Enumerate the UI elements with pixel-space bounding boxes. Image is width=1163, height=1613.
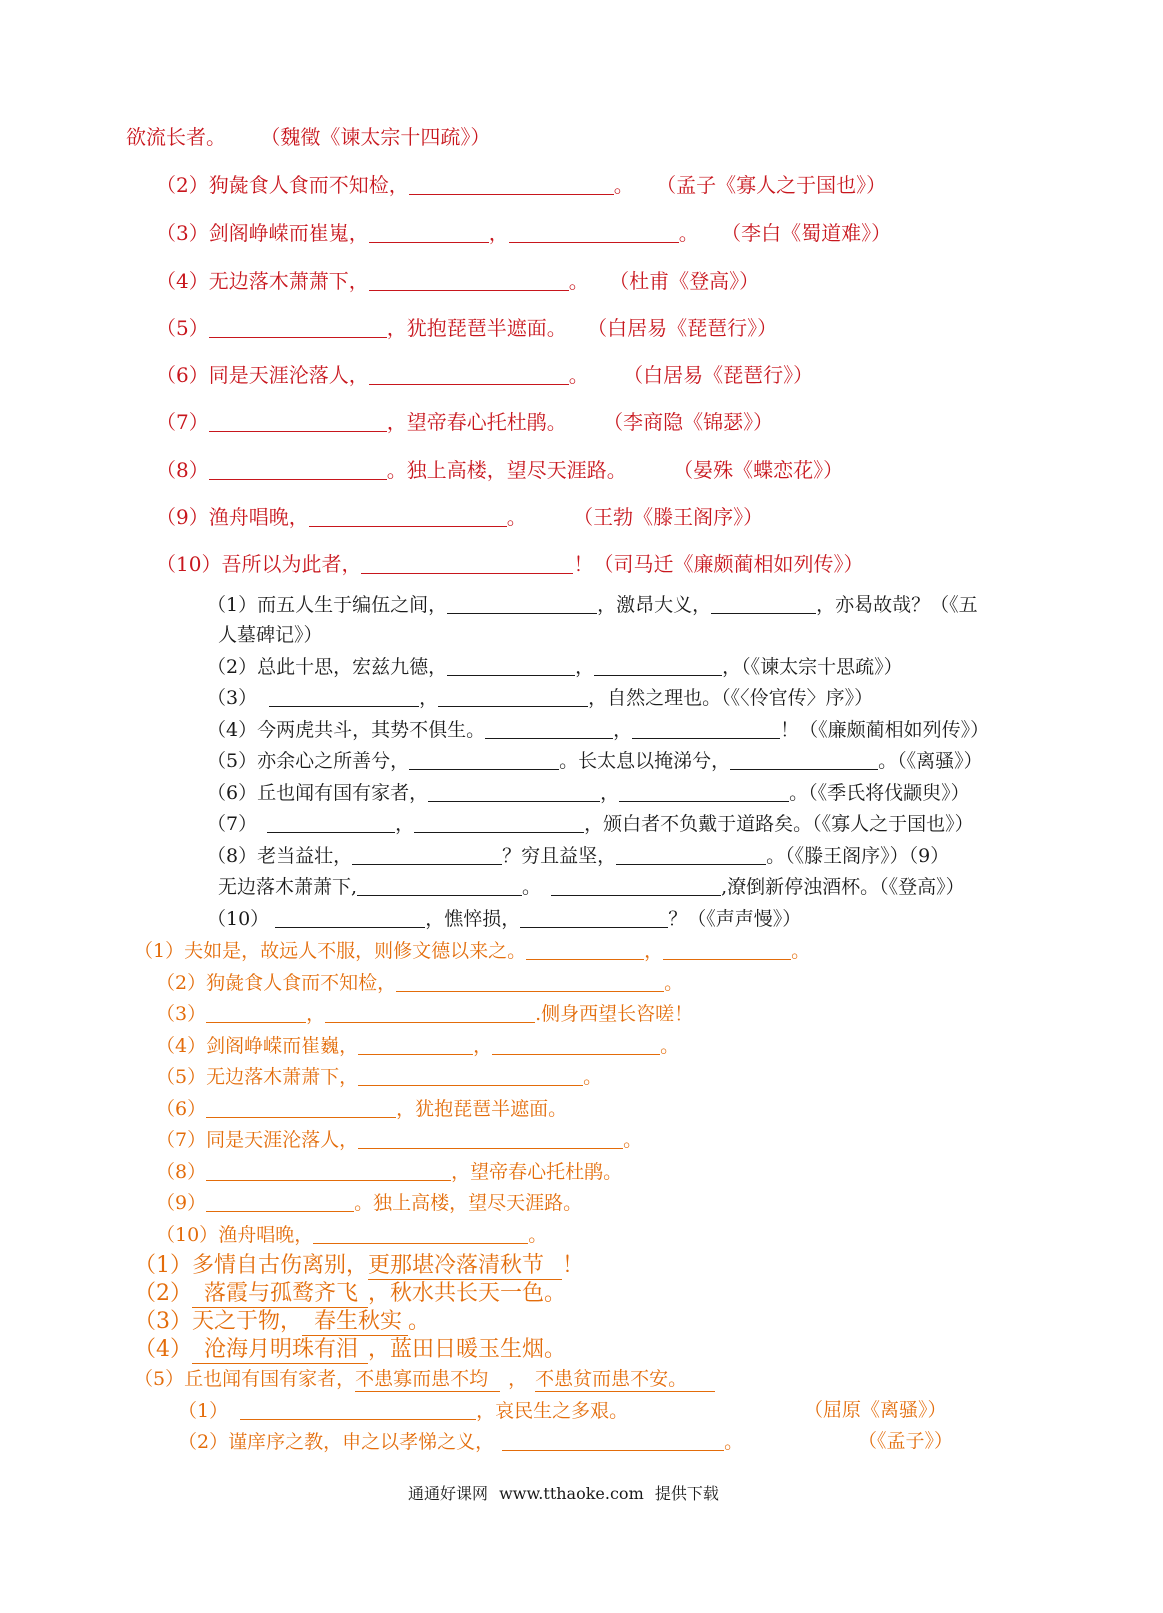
- source-citation: （白居易《琵琶行》）: [587, 316, 778, 340]
- s4-line-6: [178, 1400, 628, 1423]
- line-text: 而五人生于编伍之间，: [257, 594, 448, 616]
- source-citation: （孟子《寡人之于国也》）: [656, 173, 887, 197]
- s4-line-1: [134, 1253, 584, 1278]
- punctuation: 。: [664, 972, 684, 994]
- line-text: 渔舟唱晚，: [218, 1224, 314, 1246]
- answer-blank[interactable]: [309, 507, 507, 527]
- item-number: （3）: [156, 221, 209, 245]
- s3-line-3: [156, 1003, 693, 1026]
- answer-blank[interactable]: [358, 1129, 623, 1149]
- s1-line-2: [156, 174, 886, 197]
- punctuation: 。: [724, 1431, 744, 1453]
- footer-site-name: 通通好课网: [408, 1484, 489, 1503]
- answer-blank[interactable]: [369, 365, 569, 385]
- punctuation: 。: [528, 1224, 548, 1246]
- line-text: 剑阁峥嵘而崔嵬，: [208, 221, 369, 245]
- s3-line-1: [134, 940, 810, 963]
- item-number: （9）: [156, 1192, 207, 1214]
- line-text: 多情自古伤离别，: [192, 1253, 369, 1278]
- answer-blank[interactable]: [447, 656, 575, 676]
- s4-line-4: [134, 1337, 566, 1362]
- punctuation: ！: [573, 552, 594, 576]
- line-text: ，颁白者不负戴于道路矣。（《寡人之于国也》）: [584, 813, 974, 835]
- punctuation: 。: [613, 173, 634, 197]
- answer-blank[interactable]: [275, 908, 425, 928]
- s2-line-10: [207, 908, 801, 931]
- answer-blank[interactable]: [509, 223, 679, 243]
- s4-line-5: [134, 1369, 715, 1391]
- answer-blank[interactable]: [209, 412, 387, 432]
- s3-line-5: [156, 1066, 602, 1089]
- s2-line-2: [207, 656, 903, 679]
- item-number: （6）: [156, 1098, 207, 1120]
- answer-blank[interactable]: [619, 782, 789, 802]
- answer-blank[interactable]: [206, 1098, 396, 1118]
- line-text: ！（《廉颇蔺相如列传》）: [780, 719, 990, 741]
- s1-line-9: [156, 506, 763, 529]
- s2-line-1: [207, 594, 978, 617]
- s1-line-6: [156, 364, 813, 387]
- filled-answer: 沧海月明珠有泪: [192, 1337, 368, 1364]
- item-number: （5）: [156, 1066, 207, 1088]
- punctuation: ，: [306, 1003, 326, 1025]
- line-text: ？（《声声慢》）: [668, 908, 802, 930]
- s1-line-4: [156, 270, 759, 293]
- s4-line-3: [134, 1309, 430, 1334]
- s2-line-1-wrap: 人墓碑记》）: [218, 624, 323, 646]
- line-text: .侧身西望长咨嗟！: [535, 1003, 694, 1025]
- s3-line-8: [156, 1161, 622, 1184]
- item-number: （1）: [178, 1400, 229, 1422]
- s2-line-8: [207, 845, 949, 868]
- punctuation: 。: [660, 1035, 680, 1057]
- answer-blank[interactable]: [267, 813, 395, 833]
- item-number: （7）: [156, 1129, 207, 1151]
- s3-line-6: [156, 1098, 567, 1121]
- item-number: （4）: [156, 1035, 207, 1057]
- s1-line-0: [126, 126, 490, 149]
- s1-line-8: [156, 459, 843, 482]
- line-text: ，蓝田日暖玉生烟。: [368, 1337, 567, 1362]
- line-text: ，犹抱琵琶半遮面。: [386, 316, 567, 340]
- answer-blank[interactable]: [369, 223, 489, 243]
- s4-line-7: [178, 1431, 743, 1454]
- item-number: （4）: [207, 719, 258, 741]
- line-text: 吾所以为此者，: [221, 552, 362, 576]
- line-text: 。（《季氏将伐颛臾》）: [789, 782, 970, 804]
- punctuation: ，: [508, 1368, 528, 1390]
- item-number: （1）: [134, 1253, 192, 1278]
- item-number: （10）: [156, 1224, 219, 1246]
- source-citation: （晏殊《蝶恋花》）: [673, 458, 844, 482]
- s4-line-2: [134, 1281, 566, 1306]
- s2-line-7: [207, 813, 974, 836]
- answer-blank[interactable]: [409, 175, 614, 195]
- item-number: （4）: [156, 269, 209, 293]
- answer-blank[interactable]: [594, 656, 722, 676]
- punctuation: 。: [791, 940, 811, 962]
- source-citation: （杜甫《登高》）: [609, 269, 760, 293]
- punctuation: 。: [522, 876, 542, 898]
- line-text: 老当益壮，: [257, 845, 353, 867]
- line-text: 亦余心之所善兮，: [257, 750, 410, 772]
- answer-blank[interactable]: [551, 876, 721, 896]
- source-citation: （李商隐《锦瑟》）: [603, 410, 774, 434]
- filled-answer: 更那堪冷落清秋节: [368, 1253, 562, 1280]
- line-text: 夫如是，故远人不服，则修文德以来之。: [184, 940, 527, 962]
- line-text: ，秋水共长天一色。: [368, 1281, 567, 1306]
- answer-blank[interactable]: [240, 1400, 476, 1420]
- filled-answer: 落霞与孤鹜齐飞: [192, 1281, 368, 1308]
- source-citation: （李白《蜀道难》）: [721, 221, 892, 245]
- item-number: （4）: [134, 1337, 192, 1362]
- answer-blank[interactable]: [632, 719, 780, 739]
- answer-blank[interactable]: [447, 594, 597, 614]
- answer-blank[interactable]: [361, 554, 573, 574]
- answer-blank[interactable]: [352, 845, 502, 865]
- filled-answer: 不患寡而患不均: [355, 1368, 500, 1392]
- answer-blank[interactable]: [358, 1066, 583, 1086]
- answer-blank[interactable]: [414, 813, 584, 833]
- line-text: 无边落木萧萧下,: [218, 876, 358, 898]
- s3-line-4: [156, 1035, 679, 1058]
- item-number: （1）: [134, 940, 185, 962]
- answer-blank[interactable]: [616, 845, 766, 865]
- s1-line-3: [156, 222, 891, 245]
- s2-line-9: [218, 876, 965, 899]
- line-text: ，憔悴损，: [425, 908, 521, 930]
- item-number: （3）: [134, 1309, 192, 1334]
- answer-blank[interactable]: [325, 1003, 535, 1023]
- item-number: （5）: [156, 316, 209, 340]
- answer-blank[interactable]: [269, 687, 419, 707]
- answer-blank[interactable]: [711, 594, 816, 614]
- punctuation: 。: [568, 363, 589, 387]
- line-text: 无边落木萧萧下，: [208, 269, 369, 293]
- s3-line-9: [156, 1192, 582, 1215]
- answer-blank[interactable]: [313, 1224, 528, 1244]
- line-text: ，哀民生之多艰。: [476, 1400, 629, 1422]
- line-text: ,潦倒新停浊酒杯。（《登高》）: [721, 876, 965, 898]
- line-text: 丘也闻有国有家者，: [257, 782, 429, 804]
- item-number: （1）: [207, 594, 258, 616]
- item-number: （5）: [207, 750, 258, 772]
- s3-line-7: [156, 1129, 642, 1152]
- answer-blank[interactable]: [357, 876, 522, 896]
- answer-blank[interactable]: [206, 1161, 451, 1181]
- answer-blank[interactable]: [663, 940, 791, 960]
- source-citation: （白居易《琵琶行》）: [623, 363, 814, 387]
- item-number: （3）: [207, 687, 258, 709]
- punctuation: 。: [678, 221, 699, 245]
- answer-blank[interactable]: [369, 271, 569, 291]
- answer-blank[interactable]: [438, 687, 588, 707]
- answer-blank[interactable]: [428, 782, 600, 802]
- item-number: （8）: [156, 1161, 207, 1183]
- line-text: 同是天涯沦落人，: [208, 363, 369, 387]
- item-number: （7）: [207, 813, 258, 835]
- line-text: ？穷且益坚，: [502, 845, 617, 867]
- line-text: 狗彘食人食而不知检，: [208, 173, 409, 197]
- s2-line-5: [207, 750, 983, 773]
- line-text: 狗彘食人食而不知检，: [206, 972, 397, 994]
- line-text: 。独上高楼，望尽天涯路。: [386, 458, 627, 482]
- line-text: ，望帝春心托杜鹃。: [451, 1161, 623, 1183]
- item-number: （2）: [156, 972, 207, 994]
- s3-line-10: [156, 1224, 547, 1247]
- item-number: （2）: [178, 1431, 229, 1453]
- item-number: （6）: [156, 363, 209, 387]
- punctuation: ，: [575, 656, 595, 678]
- answer-blank[interactable]: [492, 1035, 660, 1055]
- answer-blank[interactable]: [206, 1192, 354, 1212]
- punctuation: ，: [419, 687, 439, 709]
- s4-line-7-source: （《孟子》）: [858, 1430, 954, 1452]
- s4-line-6-source: （屈原《离骚》）: [804, 1399, 947, 1421]
- line-text: ，自然之理也。（《〈伶官传〉序》）: [588, 687, 874, 709]
- line-text: 同是天涯沦落人，: [206, 1129, 359, 1151]
- item-number: （7）: [156, 410, 209, 434]
- source-citation: （司马迁《廉颇蔺相如列传》）: [593, 552, 864, 576]
- footer-url[interactable]: www.tthaoke.com: [499, 1484, 644, 1503]
- punctuation: 。: [583, 1066, 603, 1088]
- item-number: （2）: [134, 1281, 192, 1306]
- page-footer: [408, 1485, 725, 1503]
- filled-answer: 不患贫而患不安。: [535, 1368, 715, 1392]
- punctuation: ，: [644, 940, 664, 962]
- s1-line-7: [156, 411, 773, 434]
- answer-blank[interactable]: [209, 318, 387, 338]
- item-number: （2）: [156, 173, 209, 197]
- answer-blank[interactable]: [206, 1003, 306, 1023]
- line-text: 谨庠序之教，申之以孝悌之义，: [228, 1431, 495, 1453]
- punctuation: 。: [408, 1309, 431, 1334]
- answer-blank[interactable]: [520, 908, 668, 928]
- punctuation: ，: [395, 813, 415, 835]
- answer-blank[interactable]: [409, 750, 559, 770]
- line-text: 。长太息以掩涕兮，: [559, 750, 731, 772]
- line-text: 剑阁峥嵘而崔巍，: [206, 1035, 359, 1057]
- answer-blank[interactable]: [358, 1035, 473, 1055]
- s1-line-5: [156, 317, 777, 340]
- punctuation: 。: [568, 269, 589, 293]
- answer-blank[interactable]: [730, 750, 878, 770]
- line-text: 今两虎共斗，其势不俱生。: [257, 719, 486, 741]
- punctuation: ，: [488, 221, 509, 245]
- line-text: ，（《谏太宗十思疏》）: [722, 656, 903, 678]
- answer-blank[interactable]: [209, 460, 387, 480]
- line-text: ，亦曷故哉？（《五: [816, 594, 978, 616]
- line-text: ，犹抱琵琶半遮面。: [396, 1098, 568, 1120]
- source-citation: （魏徵《谏太宗十四疏》）: [260, 125, 491, 149]
- line-text: 欲流长者。: [126, 125, 226, 149]
- line-text: 。（《滕王阁序》）（9）: [766, 845, 950, 867]
- item-number: （10）: [207, 908, 270, 930]
- item-number: （6）: [207, 782, 258, 804]
- line-text: 天之于物，: [192, 1309, 303, 1334]
- item-number: （3）: [156, 1003, 207, 1025]
- s3-line-2: [156, 972, 683, 995]
- item-number: （5）: [134, 1368, 185, 1390]
- item-number: （9）: [156, 505, 209, 529]
- footer-note: 提供下载: [654, 1484, 719, 1503]
- line-text: ，激昂大义，: [597, 594, 712, 616]
- s2-line-4: [207, 719, 989, 742]
- punctuation: 。: [506, 505, 527, 529]
- s2-line-3: [207, 687, 873, 710]
- answer-blank[interactable]: [485, 719, 613, 739]
- s2-line-6: [207, 782, 970, 805]
- filled-answer: 春生秋实: [302, 1309, 408, 1336]
- item-number: （8）: [156, 458, 209, 482]
- punctuation: ，: [600, 782, 620, 804]
- line-text: 。（《离骚》）: [878, 750, 983, 772]
- item-number: （10）: [156, 552, 222, 576]
- line-text: ，望帝春心托杜鹃。: [386, 410, 567, 434]
- source-citation: （王勃《滕王阁序》）: [573, 505, 764, 529]
- line-text: 丘也闻有国有家者，: [184, 1368, 356, 1390]
- item-number: （8）: [207, 845, 258, 867]
- s1-line-10: [156, 553, 863, 576]
- line-text: 。独上高楼，望尽天涯路。: [354, 1192, 583, 1214]
- punctuation: 。: [623, 1129, 643, 1151]
- punctuation: ！: [562, 1253, 585, 1278]
- line-text: 渔舟唱晚，: [208, 505, 309, 529]
- answer-blank[interactable]: [396, 972, 664, 992]
- punctuation: ，: [473, 1035, 493, 1057]
- item-number: （2）: [207, 656, 258, 678]
- line-text: 无边落木萧萧下，: [206, 1066, 359, 1088]
- answer-blank[interactable]: [502, 1431, 724, 1451]
- line-text: 总此十思，宏兹九德，: [257, 656, 448, 678]
- answer-blank[interactable]: [526, 940, 644, 960]
- punctuation: ，: [613, 719, 633, 741]
